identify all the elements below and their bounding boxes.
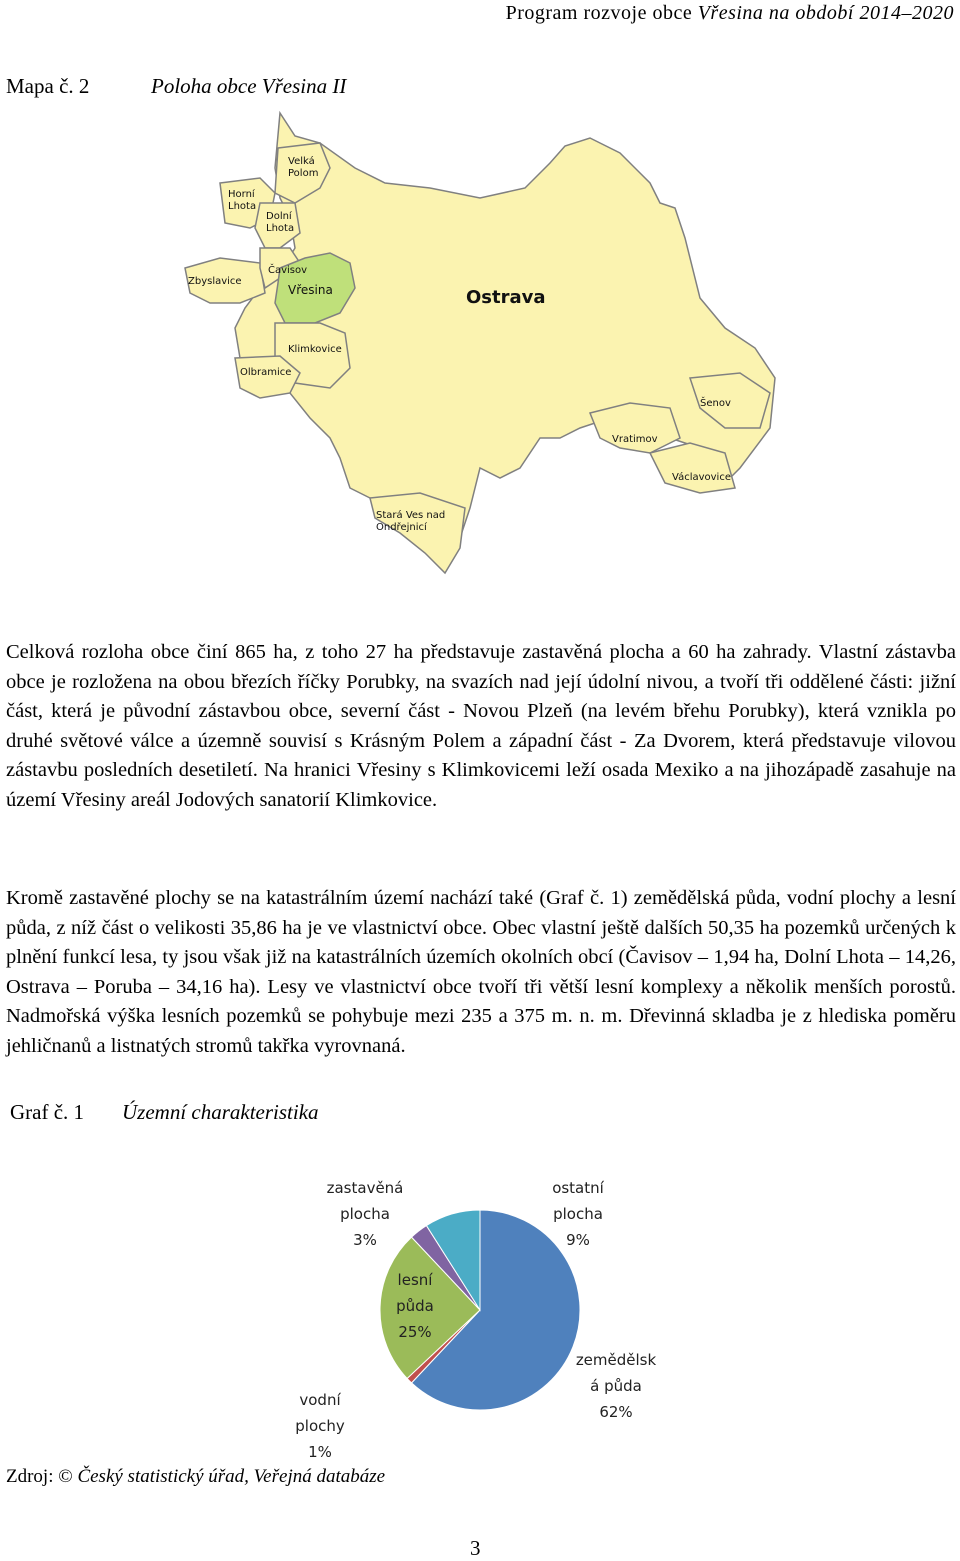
pie-label-1: vodní plochy 1%	[295, 1391, 345, 1460]
page-number: 3	[470, 1536, 481, 1560]
map-svg	[180, 108, 780, 603]
map-label-ostrava: Ostrava	[466, 287, 546, 308]
source-prefix: Zdroj: ©	[6, 1466, 78, 1487]
paragraph-area: Celková rozloha obce činí 865 ha, z toho 27 ha představuje zastavěná plocha a 60 ha zahrady. Vlastní zástavba obce je rozložena na obou březích říčky Porubky, na svazích nad její údolní nivou, a tvoří tři oddělené části: jižní část, která je původní zástavbou obce, severní část - Novou Plzeň (na levém břehu Porubky), která vznikla po druhé světové válce a územně souvisí s Krásným Polem a západní část - Za Dvorem, která představuje vilovou zástavbu posledních desetiletí. Na hranici Vřesiny s Klimkovicemi leží osada Mexiko a na jihozápadě zasahuje na území Vřesiny areál Jodových sanatorií Klimkovice.	[6, 641, 956, 811]
header-suffix: –2020	[901, 2, 954, 24]
chart-caption-number: Graf č. 1	[10, 1100, 85, 1124]
map-caption-number: Mapa č. 2	[6, 74, 90, 98]
chart-caption	[10, 1100, 319, 1125]
pie-svg	[280, 1160, 700, 1460]
map-label-klimkovice: Klimkovice	[288, 344, 342, 355]
map-label-horni-lhota-1: Horní	[228, 189, 255, 200]
paragraph-land-use: Kromě zastavěné plochy se na katastrálním území nachází také (Graf č. 1) zemědělská půda, vodní plochy a lesní půda, z níž část o velikosti 35,86 ha je ve vlastnictví obce. Obec vlastní ještě dalších 50,35 ha pozemků určených k plnění funkcí lesa, ty jsou však již na katastrálních územích okolních obcí (Čavisov – 1,94 ha, Dolní Lhota – 14,26, Ostrava – Poruba – 34,16 ha). Lesy ve vlastnictví obce tvoří tři větší lesní komplexy a několik menších porostů. Nadmořská výška lesních pozemků se pohybuje mezi 235 a 375 m. n. m. Dřevinná skladba je z hlediska poměru jehličnanů a listnatých stromů takřka vyrovnaná.	[6, 887, 956, 1057]
source-text: Český statistický úřad, Veřejná databáze	[77, 1466, 386, 1487]
location-map	[180, 108, 780, 603]
pie-label-2: lesní půda 25%	[396, 1271, 434, 1341]
map-region-stara-ves	[370, 493, 465, 573]
map-caption	[6, 74, 346, 99]
source-note	[6, 1466, 385, 1488]
pie-label-4: ostatní plocha 9%	[552, 1179, 604, 1249]
header-text	[506, 2, 954, 25]
map-label-zbyslavice: Zbyslavice	[188, 276, 242, 287]
map-label-vresina: Vřesina	[288, 283, 333, 297]
map-label-dolni-lhota-1: Dolní	[266, 211, 292, 222]
map-label-cavisov: Čavisov	[268, 265, 308, 276]
header-italic: Vřesina na období 2014	[697, 2, 902, 24]
chart-caption-title: Územní charakteristika	[122, 1100, 319, 1124]
map-caption-title: Poloha obce Vřesina II	[151, 74, 347, 98]
map-label-dolni-lhota-2: Lhota	[266, 223, 295, 234]
header-prefix: Program rozvoje obce	[505, 2, 698, 24]
map-label-velka-polom-1: Velká	[288, 156, 315, 167]
pie-label-0: zemědělsk á půda 62%	[575, 1351, 657, 1421]
map-label-stara-ves-1: Stará Ves nad	[376, 510, 446, 521]
map-label-vratimov: Vratimov	[612, 434, 658, 445]
map-label-vaclavovice: Václavovice	[672, 472, 731, 483]
map-label-velka-polom-2: Polom	[288, 168, 319, 179]
map-label-horni-lhota-2: Lhota	[228, 201, 257, 212]
map-label-olbramice: Olbramice	[240, 367, 292, 378]
map-label-stara-ves-2: Ondřejnicí	[376, 522, 427, 533]
pie-chart	[280, 1160, 700, 1460]
pie-label-3: zastavěná plocha 3%	[326, 1179, 404, 1249]
map-region-vratimov	[590, 403, 680, 453]
map-label-senov: Šenov	[700, 398, 731, 409]
